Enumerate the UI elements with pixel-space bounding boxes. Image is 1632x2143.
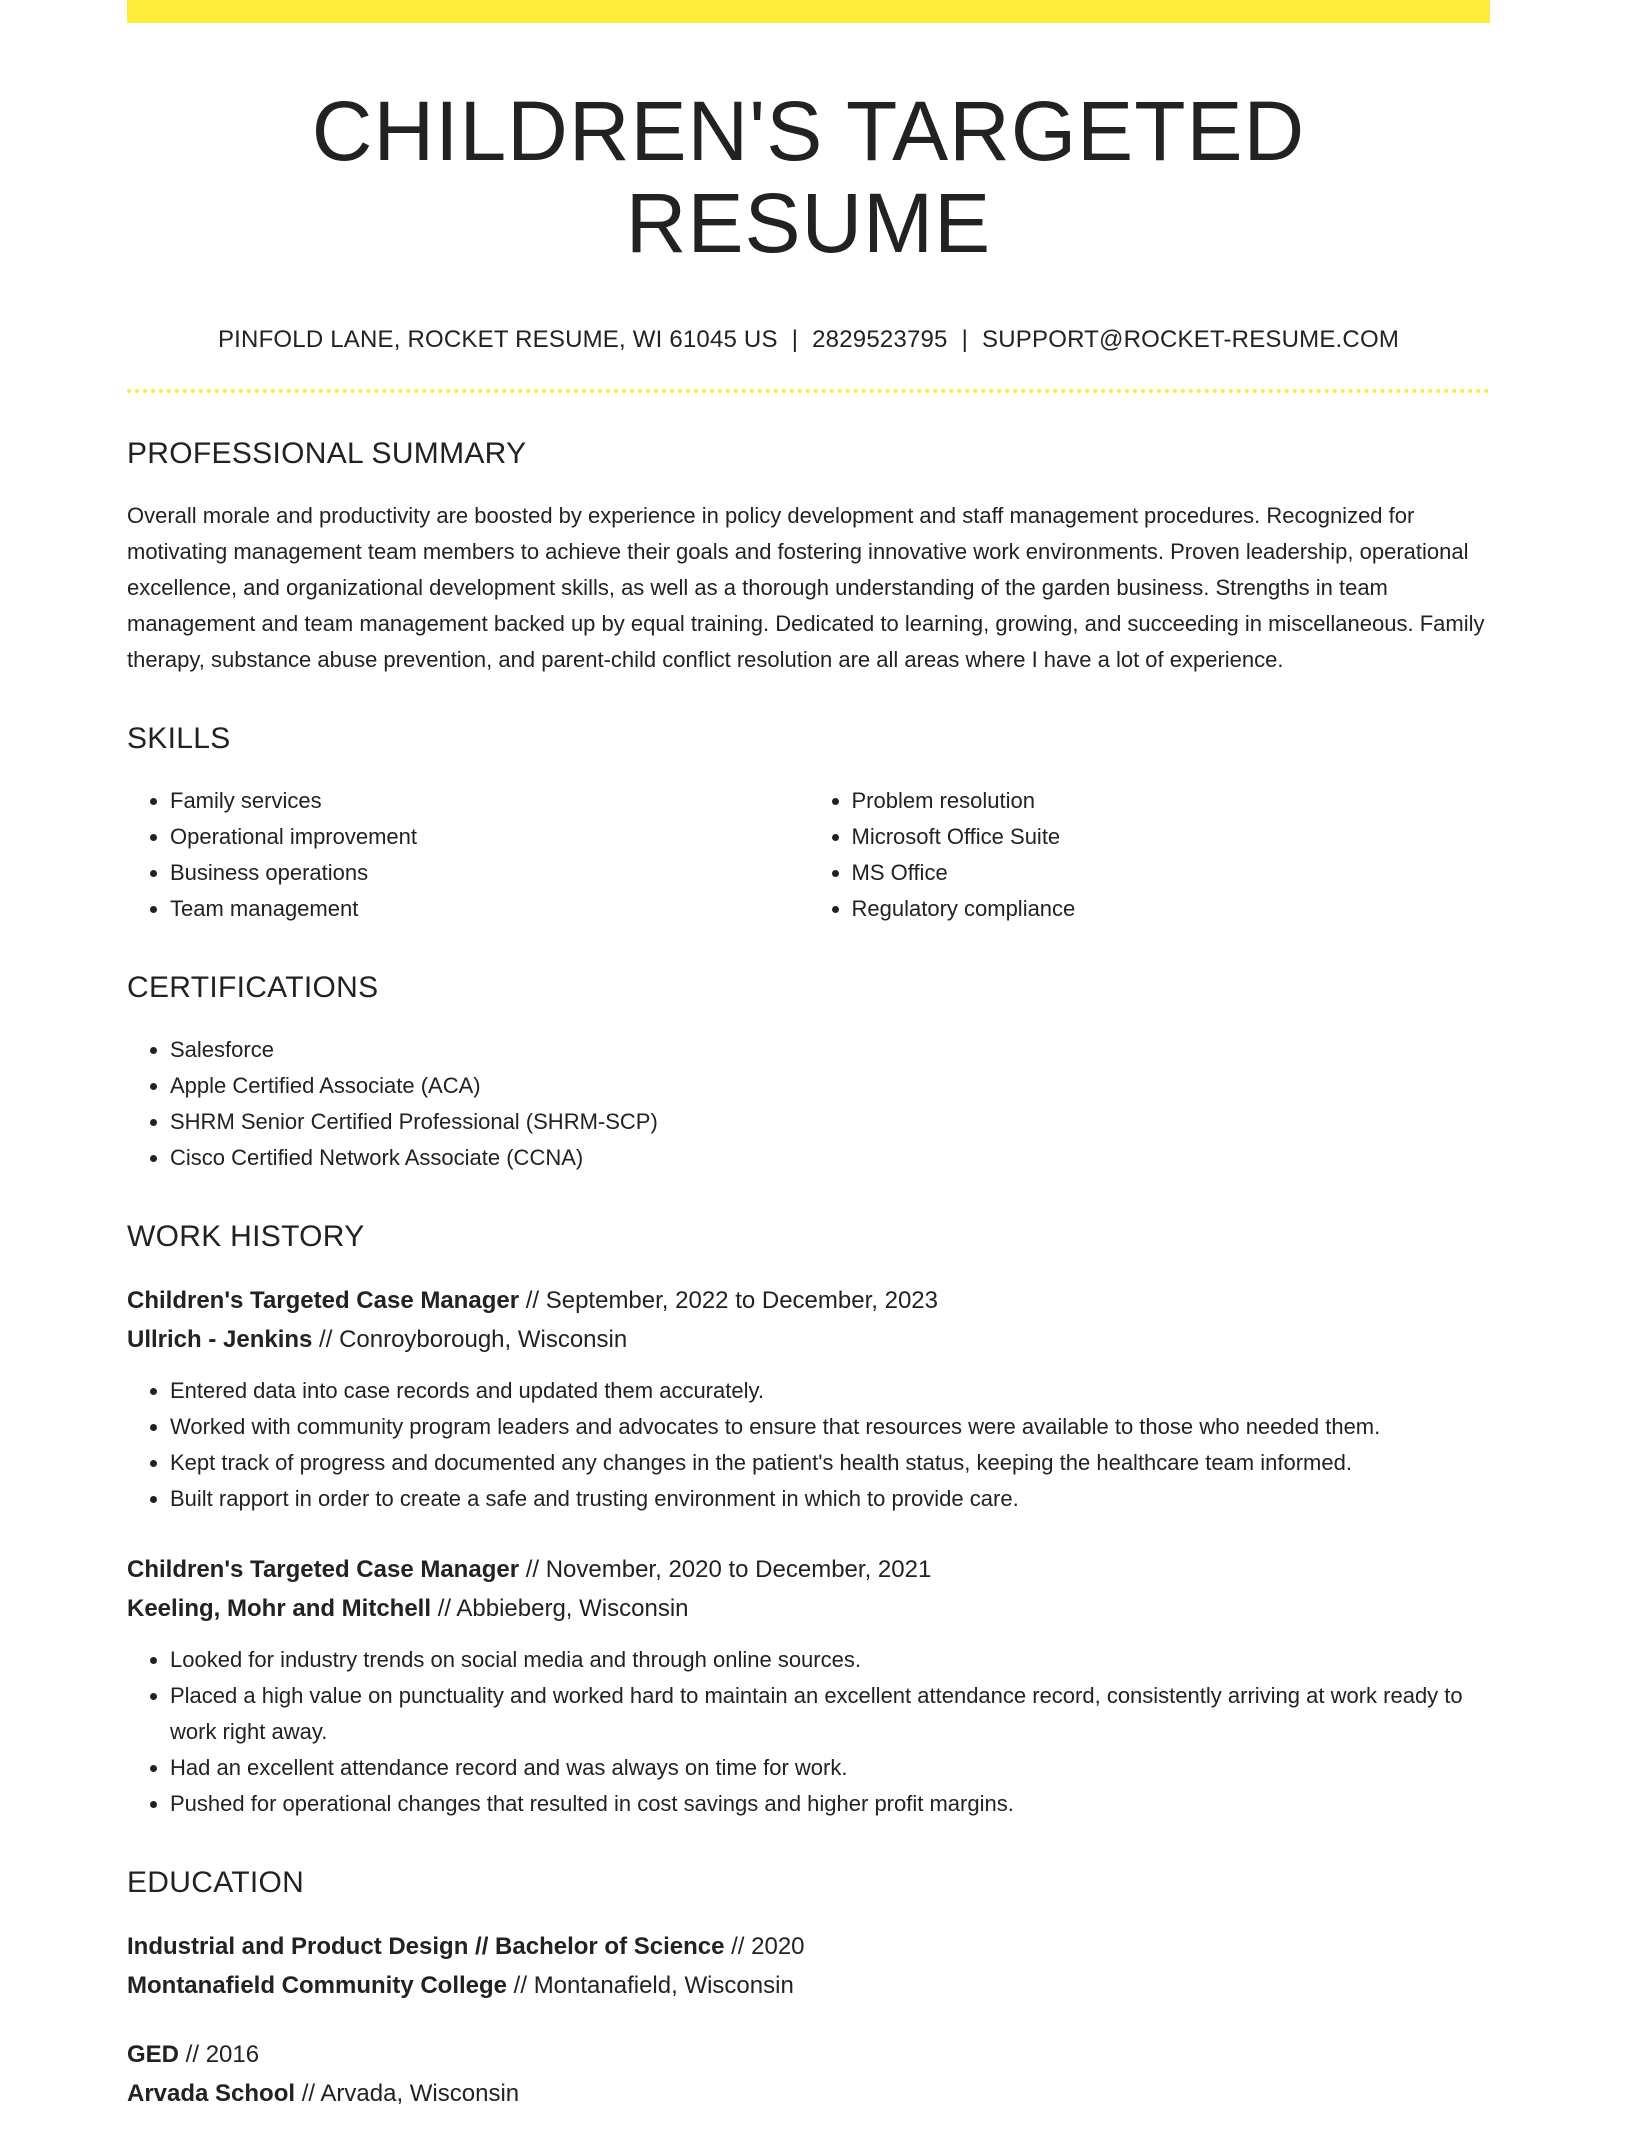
education-section bbox=[127, 1866, 1490, 2113]
skill-item: • Family services bbox=[170, 783, 809, 819]
education-degree: Industrial and Product Design // Bachelor of Science bbox=[127, 1932, 725, 1960]
resume-title: CHILDREN'S TARGETED RESUME bbox=[311, 84, 1306, 271]
job-company-line bbox=[127, 1320, 1490, 1359]
skills-grid bbox=[127, 783, 1490, 927]
job-duties-list bbox=[127, 1642, 1490, 1822]
job-duty-item: • Worked with community program leaders and advocates to ensure that resources were available to those who needed them. bbox=[170, 1409, 1490, 1445]
section-heading-certifications: CERTIFICATIONS bbox=[127, 970, 379, 1004]
education-school: Montanafield Community College bbox=[127, 1971, 508, 1999]
section-heading-skills: SKILLS bbox=[127, 721, 231, 755]
skills-list-left bbox=[127, 783, 809, 927]
job-dates: // September, 2022 to December, 2023 bbox=[519, 1286, 938, 1314]
skill-item: • Microsoft Office Suite bbox=[852, 819, 1491, 855]
education-degree-line bbox=[127, 2035, 1490, 2074]
job-title-line bbox=[127, 1550, 1490, 1589]
job-duty-item: • Pushed for operational changes that resulted in cost savings and higher profit margins. bbox=[170, 1786, 1490, 1822]
contact-phone: 2829523795 bbox=[812, 325, 948, 353]
certifications-section bbox=[127, 971, 1490, 1176]
skills-list-right bbox=[809, 783, 1491, 927]
job-company: Ullrich - Jenkins bbox=[127, 1325, 313, 1353]
section-heading-summary: PROFESSIONAL SUMMARY bbox=[127, 436, 527, 470]
job-entry bbox=[127, 1550, 1490, 1822]
job-duty-item: • Built rapport in order to create a safe and trusting environment in which to provide care. bbox=[170, 1481, 1490, 1517]
skill-item: • Team management bbox=[170, 891, 809, 927]
skill-item: • Problem resolution bbox=[852, 783, 1491, 819]
skill-item: • Regulatory compliance bbox=[852, 891, 1491, 927]
contact-address: PINFOLD LANE, ROCKET RESUME, WI 61045 US bbox=[217, 325, 778, 353]
education-year: // 2016 bbox=[179, 2040, 260, 2068]
accent-top-bar bbox=[127, 0, 1490, 23]
education-school-line bbox=[127, 2074, 1490, 2113]
certification-item: • SHRM Senior Certified Professional (SHRM-SCP) bbox=[170, 1104, 1490, 1140]
education-degree: GED bbox=[127, 2040, 180, 2068]
education-entry bbox=[127, 2035, 1490, 2113]
job-location: // Conroyborough, Wisconsin bbox=[312, 1325, 628, 1353]
job-title: Children's Targeted Case Manager bbox=[127, 1286, 520, 1314]
job-duty-item: • Kept track of progress and documented any changes in the patient's health status, keeping the healthcare team informed. bbox=[170, 1445, 1490, 1481]
contact-email[interactable]: SUPPORT@ROCKET-RESUME.COM bbox=[982, 325, 1400, 353]
education-location: // Montanafield, Wisconsin bbox=[507, 1971, 794, 1999]
certifications-list bbox=[127, 1032, 1490, 1176]
job-title: Children's Targeted Case Manager bbox=[127, 1555, 520, 1583]
job-company: Keeling, Mohr and Mitchell bbox=[127, 1594, 432, 1622]
skill-item: • Business operations bbox=[170, 855, 809, 891]
job-location: // Abbieberg, Wisconsin bbox=[431, 1594, 689, 1622]
certification-item: • Apple Certified Associate (ACA) bbox=[170, 1068, 1490, 1104]
contact-separator: | bbox=[961, 325, 969, 353]
job-company-line bbox=[127, 1589, 1490, 1628]
summary-section bbox=[127, 437, 1490, 678]
skills-column-left bbox=[127, 783, 809, 927]
job-duty-item: • Had an excellent attendance record and was always on time for work. bbox=[170, 1750, 1490, 1786]
section-heading-education: EDUCATION bbox=[127, 1865, 305, 1899]
contact-line bbox=[127, 326, 1490, 354]
certification-item: • Cisco Certified Network Associate (CCNA) bbox=[170, 1140, 1490, 1176]
education-school-line bbox=[127, 1966, 1490, 2005]
job-duties-list bbox=[127, 1373, 1490, 1517]
resume-page bbox=[127, 0, 1490, 2143]
section-heading-work-history: WORK HISTORY bbox=[127, 1219, 365, 1253]
job-duty-item: • Entered data into case records and updated them accurately. bbox=[170, 1373, 1490, 1409]
skills-column-right bbox=[809, 783, 1491, 927]
certification-item: • Salesforce bbox=[170, 1032, 1490, 1068]
education-school: Arvada School bbox=[127, 2079, 296, 2107]
contact-separator: | bbox=[791, 325, 799, 353]
job-duty-item: • Looked for industry trends on social media and through online sources. bbox=[170, 1642, 1490, 1678]
summary-text: Overall morale and productivity are boosted by experience in policy development and staff management procedures. Recognized for motivating management team members to achieve their goals and fostering innovative work environments. Proven leadership, operational excellence, and organizational development skills, as well as a thorough understanding of the garden business. Strengths in team management and team management backed up by equal training. Dedicated to learning, growing, and succeeding in miscellaneous. Family therapy, substance abuse prevention, and parent-child conflict resolution are all areas where I have a lot of experience. bbox=[127, 502, 1485, 672]
job-entry bbox=[127, 1281, 1490, 1517]
education-degree-line bbox=[127, 1927, 1490, 1966]
dotted-divider bbox=[127, 389, 1490, 393]
skills-section bbox=[127, 722, 1490, 927]
job-dates: // November, 2020 to December, 2021 bbox=[519, 1555, 932, 1583]
education-entry bbox=[127, 1927, 1490, 2005]
work-history-section bbox=[127, 1220, 1490, 1822]
job-duty-item: • Placed a high value on punctuality and worked hard to maintain an excellent attendance record, consistently arriving at work ready to work right away. bbox=[170, 1678, 1490, 1750]
job-title-line bbox=[127, 1281, 1490, 1320]
skill-item: • MS Office bbox=[852, 855, 1491, 891]
education-year: // 2020 bbox=[724, 1932, 805, 1960]
skill-item: • Operational improvement bbox=[170, 819, 809, 855]
education-location: // Arvada, Wisconsin bbox=[295, 2079, 520, 2107]
